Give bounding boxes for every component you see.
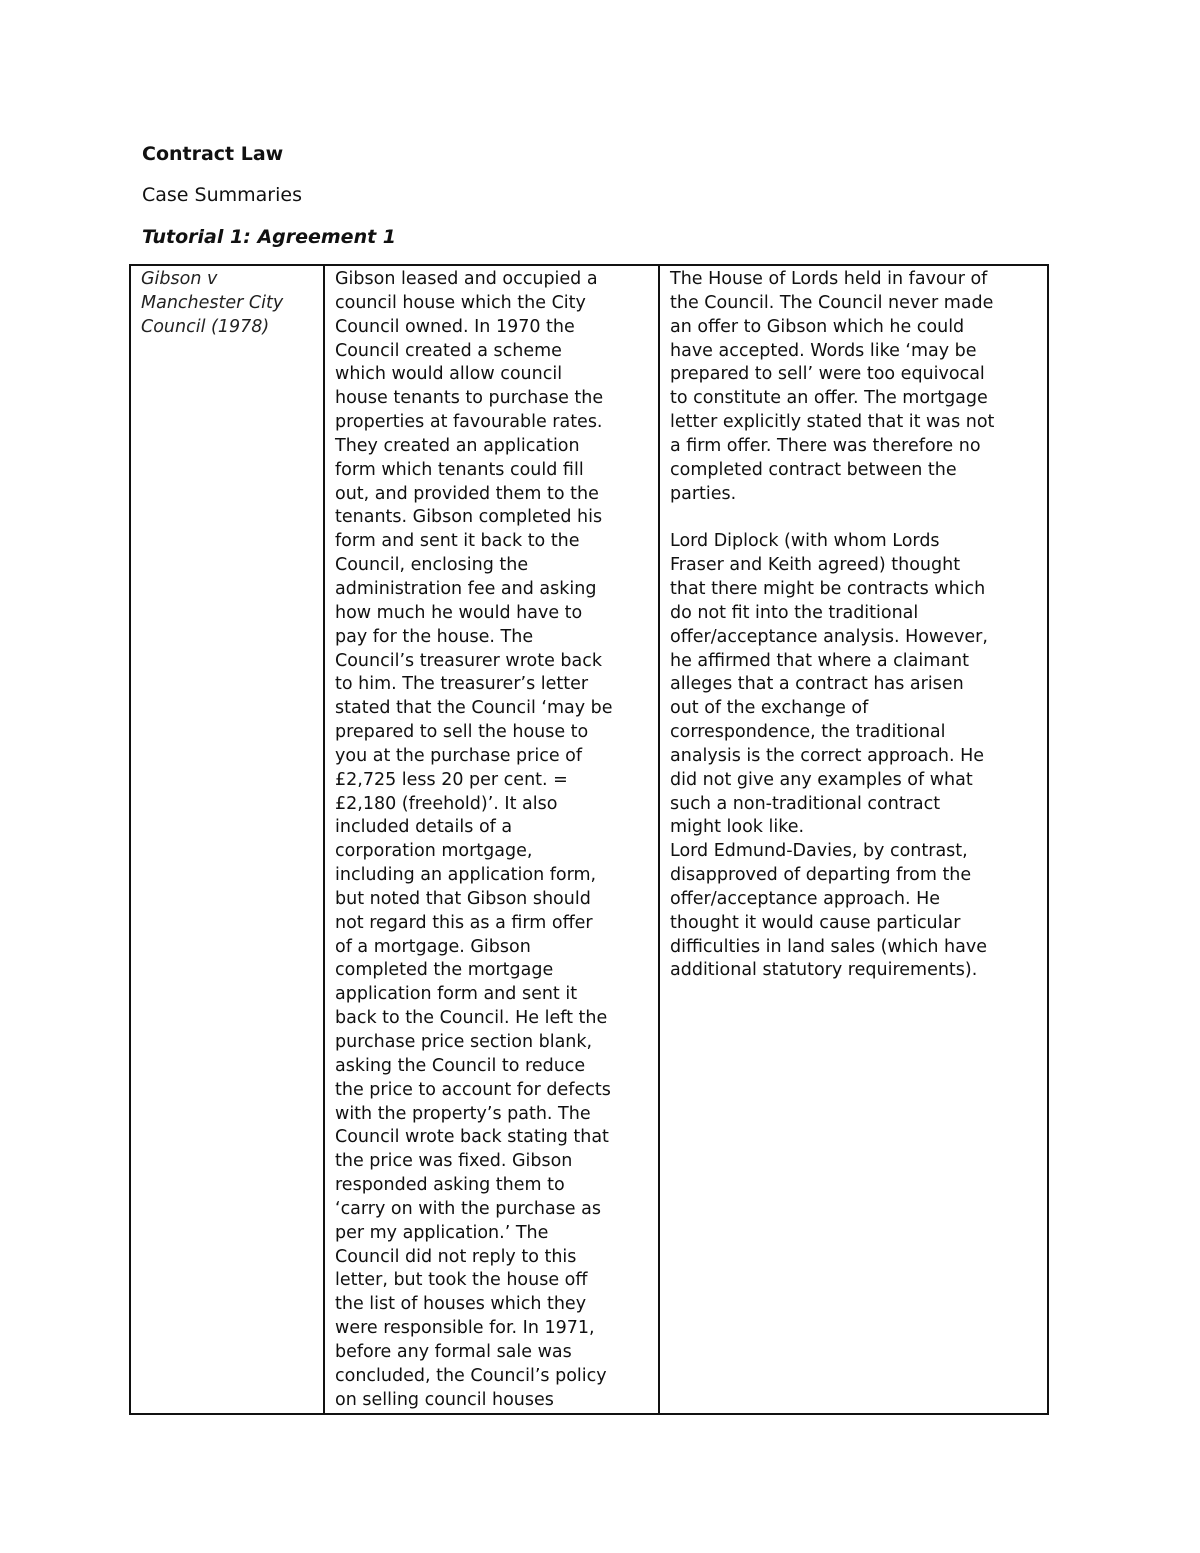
text-line: correspondence, the traditional xyxy=(670,722,946,743)
text-line: were responsible for. In 1971, xyxy=(335,1318,595,1339)
text-line: administration fee and asking xyxy=(335,578,597,599)
text-line: completed contract between the xyxy=(670,459,957,480)
text-line: asking the Council to reduce xyxy=(335,1055,586,1076)
text-line: included details of a xyxy=(335,817,513,838)
text-line: parties. xyxy=(670,483,737,504)
text-line: thought it would cause particular xyxy=(670,912,961,933)
text-line: the price was fixed. Gibson xyxy=(335,1151,573,1172)
text-line: £2,725 less 20 per cent. = xyxy=(335,769,568,790)
text-line: Fraser and Keith agreed) thought xyxy=(670,555,961,576)
text-line: the Council. The Council never made xyxy=(670,292,994,313)
held-paragraph-2 xyxy=(670,530,1047,983)
text-line: including an application form, xyxy=(335,865,597,886)
text-line: Gibson leased and occupied a xyxy=(335,269,598,289)
text-line: on selling council houses xyxy=(335,1389,554,1410)
text-line: Council, enclosing the xyxy=(335,555,529,576)
text-line: not regard this as a firm offer xyxy=(335,912,593,933)
text-line: form and sent it back to the xyxy=(335,531,580,552)
text-line: such a non-traditional contract xyxy=(670,793,941,814)
text-line: concluded, the Council’s policy xyxy=(335,1365,607,1386)
table-row xyxy=(130,265,1048,1414)
text-line: purchase price section blank, xyxy=(335,1032,593,1052)
text-line: Lord Diplock (with whom Lords xyxy=(670,531,940,552)
text-line: per my application.’ The xyxy=(335,1222,549,1243)
held-paragraph-1 xyxy=(670,268,1047,506)
text-line: back to the Council. He left the xyxy=(335,1008,608,1029)
text-line: letter explicitly stated that it was not xyxy=(670,412,995,433)
text-line: the price to account for defects xyxy=(335,1079,611,1100)
text-line: completed the mortgage xyxy=(335,960,554,981)
text-line: Council wrote back stating that xyxy=(335,1127,609,1148)
text-line: to constitute an offer. The mortgage xyxy=(670,388,988,409)
text-line: council house which the City xyxy=(335,292,586,313)
text-line: analysis is the correct approach. He xyxy=(670,745,985,766)
text-line: to him. The treasurer’s letter xyxy=(335,674,589,695)
text-line: responded asking them to xyxy=(335,1175,565,1196)
text-line: Council created a scheme xyxy=(335,340,562,361)
text-line: difficulties in land sales (which have xyxy=(670,936,987,957)
case-facts-cell xyxy=(324,265,659,1414)
text-line: £2,180 (freehold)’. It also xyxy=(335,793,558,814)
text-line: before any formal sale was xyxy=(335,1341,572,1362)
text-line: Manchester City xyxy=(141,292,284,313)
case-summary-table xyxy=(129,264,1049,1415)
text-line: properties at favourable rates. xyxy=(335,412,603,433)
text-line: the list of houses which they xyxy=(335,1294,587,1315)
text-line: Council owned. In 1970 the xyxy=(335,316,575,337)
text-line: offer/acceptance approach. He xyxy=(670,888,941,909)
section-heading: Tutorial 1: Agreement 1 xyxy=(142,226,397,248)
paragraph-spacer xyxy=(670,506,1047,530)
text-line: do not fit into the traditional xyxy=(670,602,919,623)
text-line: Council (1978) xyxy=(141,316,270,337)
text-line: tenants. Gibson completed his xyxy=(335,507,603,528)
text-line: have accepted. Words like ‘may be xyxy=(670,340,977,361)
text-line: disapproved of departing from the xyxy=(670,865,972,886)
text-line: Gibson v xyxy=(141,269,218,289)
text-line: Council’s treasurer wrote back xyxy=(335,650,603,671)
text-line: offer/acceptance analysis. However, xyxy=(670,626,988,647)
text-line: but noted that Gibson should xyxy=(335,888,591,909)
text-line: They created an application xyxy=(335,435,580,456)
text-line: of a mortgage. Gibson xyxy=(335,936,531,957)
text-line: an offer to Gibson which he could xyxy=(670,316,965,337)
text-line: prepared to sell the house to xyxy=(335,722,589,743)
text-line: with the property’s path. The xyxy=(335,1103,591,1124)
text-line: Lord Edmund-Davies, by contrast, xyxy=(670,841,968,862)
case-name-cell xyxy=(130,265,324,1414)
case-held-cell xyxy=(659,265,1048,1414)
document-title: Contract Law xyxy=(142,143,284,165)
text-line: did not give any examples of what xyxy=(670,769,973,790)
text-line: out of the exchange of xyxy=(670,698,869,719)
text-line: letter, but took the house off xyxy=(335,1270,588,1291)
text-line: out, and provided them to the xyxy=(335,483,599,504)
text-line: which would allow council xyxy=(335,364,563,385)
text-line: house tenants to purchase the xyxy=(335,388,604,409)
text-line: prepared to sell’ were too equivocal xyxy=(670,364,985,385)
text-line: corporation mortgage, xyxy=(335,841,533,862)
text-line: Council did not reply to this xyxy=(335,1246,577,1267)
text-line: how much he would have to xyxy=(335,602,583,623)
text-line: that there might be contracts which xyxy=(670,578,986,599)
text-line: pay for the house. The xyxy=(335,626,534,647)
text-line: a firm offer. There was therefore no xyxy=(670,435,981,456)
text-line: you at the purchase price of xyxy=(335,745,583,766)
text-line: ‘carry on with the purchase as xyxy=(335,1198,601,1219)
document-subtitle: Case Summaries xyxy=(142,184,302,206)
text-line: alleges that a contract has arisen xyxy=(670,674,964,695)
text-line: application form and sent it xyxy=(335,984,578,1005)
text-line: additional statutory requirements). xyxy=(670,960,978,981)
text-line: might look like. xyxy=(670,817,805,838)
text-line: he affirmed that where a claimant xyxy=(670,650,969,671)
text-line: form which tenants could fill xyxy=(335,459,584,480)
text-line: stated that the Council ‘may be xyxy=(335,698,613,719)
text-line: The House of Lords held in favour of xyxy=(670,269,988,289)
